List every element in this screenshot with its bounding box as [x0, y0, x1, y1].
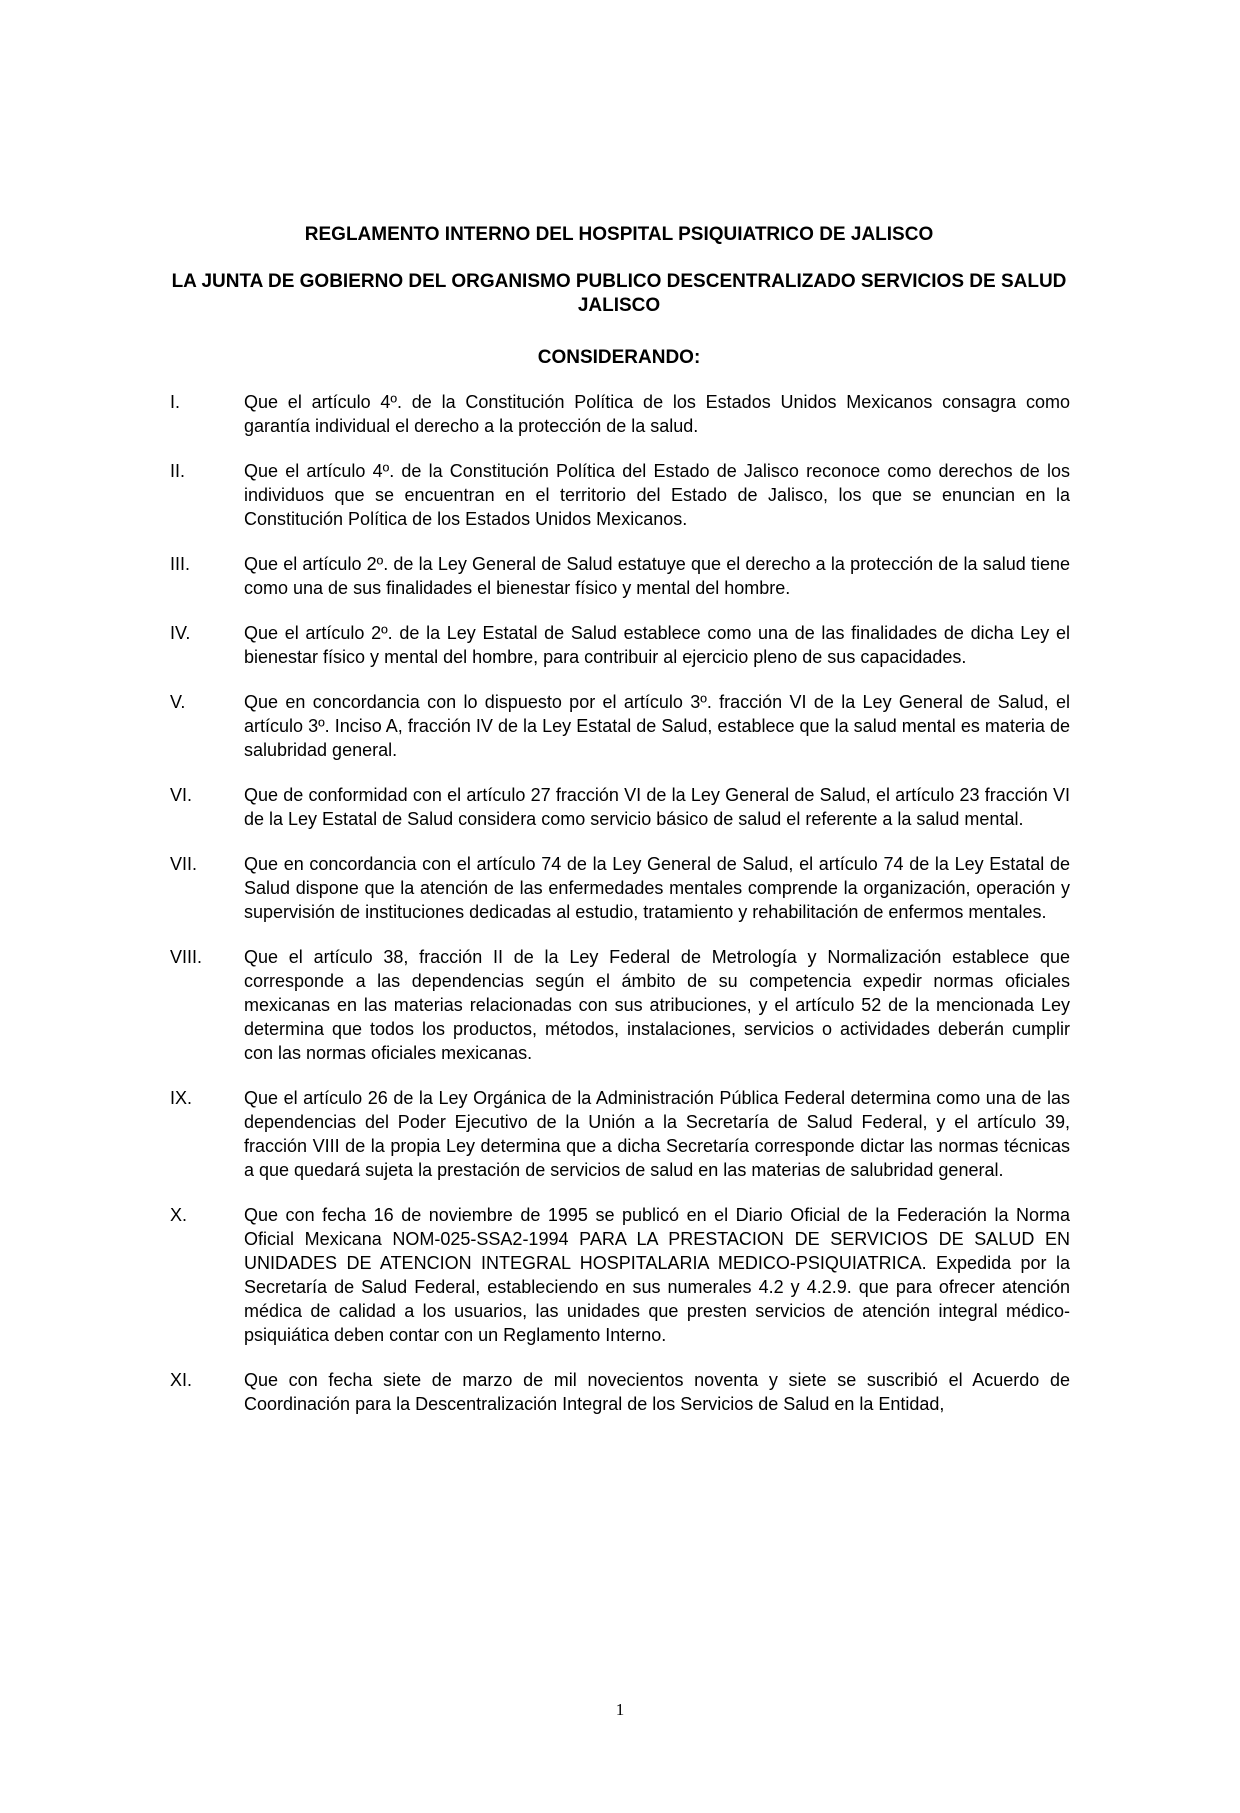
- document-title: REGLAMENTO INTERNO DEL HOSPITAL PSIQUIATRICO DE JALISCO: [304, 224, 934, 245]
- issuing-body: LA JUNTA DE GOBIERNO DEL ORGANISMO PUBLICO DESCENTRALIZADO SERVICIOS DE SALUD JALISCO: [171, 271, 1067, 316]
- clause-item: [170, 390, 1070, 438]
- clause-number: III.: [170, 554, 191, 574]
- clause-number: VIII.: [170, 947, 203, 967]
- clause-number: X.: [170, 1205, 188, 1225]
- clause-text: Que con fecha 16 de noviembre de 1995 se publicó en el Diario Oficial de la Federación la Norma Oficial Mexicana NOM-025-SSA2-1994 PARA LA PRESTACION DE SERVICIOS DE SALUD EN UNIDADES DE ATENCION INTEGRAL HOSPITALARIA MEDICO-PSIQUIATRICA. Expedida por la Secretaría de Salud Federal, estableciendo en sus numerales 4.2 y 4.2.9. que para ofrecer atención médica de calidad a los usuarios, las unidades que presten servicios de atención integral médico-psiquiática deben contar con un Reglamento Interno.: [244, 1205, 1070, 1345]
- clause-number: II.: [170, 461, 186, 481]
- clause-item: [170, 690, 1070, 762]
- clause-number: XI.: [170, 1370, 193, 1390]
- clause-item: [170, 1086, 1070, 1182]
- clause-item: [170, 552, 1070, 600]
- clause-item: [170, 945, 1070, 1065]
- clause-text: Que de conformidad con el artículo 27 fracción VI de la Ley General de Salud, el artículo 23 fracción VI de la Ley Estatal de Salud considera como servicio básico de salud el referente a la salud mental.: [244, 785, 1070, 829]
- clause-text: Que con fecha siete de marzo de mil novecientos noventa y siete se suscribió el Acuerdo de Coordinación para la Descentralización Integral de los Servicios de Salud en la Entidad,: [244, 1370, 1070, 1414]
- clause-item: [170, 459, 1070, 531]
- clause-text: Que el artículo 2º. de la Ley Estatal de Salud establece como una de las finalidades de dicha Ley el bienestar físico y mental del hombre, para contribuir al ejercicio pleno de sus capacidades.: [244, 623, 1070, 667]
- clause-number: VI.: [170, 785, 193, 805]
- clause-number: I.: [170, 392, 181, 412]
- clause-text: Que el artículo 4º. de la Constitución Política del Estado de Jalisco reconoce como derechos de los individuos que se encuentran en el territorio del Estado de Jalisco, los que se enuncian en la Constitución Política de los Estados Unidos Mexicanos.: [244, 461, 1070, 529]
- clause-item: [170, 621, 1070, 669]
- clause-item: [170, 852, 1070, 924]
- clause-text: Que el artículo 2º. de la Ley General de Salud estatuye que el derecho a la protección de la salud tiene como una de sus finalidades el bienestar físico y mental del hombre.: [244, 554, 1070, 598]
- clause-list: [170, 390, 1070, 1437]
- clause-item: [170, 783, 1070, 831]
- clause-number: VII.: [170, 854, 198, 874]
- clause-text: Que el artículo 38, fracción II de la Ley Federal de Metrología y Normalización establece que corresponde a las dependencias según el ámbito de su competencia expedir normas oficiales mexicanas en las materias relacionadas con sus atribuciones, y el artículo 52 de la mencionada Ley determina que todos los productos, métodos, instalaciones, servicios o actividades deberán cumplir con las normas oficiales mexicanas.: [244, 947, 1070, 1063]
- clause-text: Que el artículo 4º. de la Constitución Política de los Estados Unidos Mexicanos consagra como garantía individual el derecho a la protección de la salud.: [244, 392, 1070, 436]
- clause-item: [170, 1203, 1070, 1347]
- clause-text: Que en concordancia con lo dispuesto por el artículo 3º. fracción VI de la Ley General de Salud, el artículo 3º. Inciso A, fracción IV de la Ley Estatal de Salud, establece que la salud mental es materia de salubridad general.: [244, 692, 1070, 760]
- section-heading: CONSIDERANDO:: [537, 347, 701, 368]
- clause-number: V.: [170, 692, 186, 712]
- clause-text: Que en concordancia con el artículo 74 de la Ley General de Salud, el artículo 74 de la Ley Estatal de Salud dispone que la atención de las enfermedades mentales comprende la organización, operación y supervisión de instituciones dedicadas al estudio, tratamiento y rehabilitación de enfermos mentales.: [244, 854, 1070, 922]
- page-number: 1: [615, 1700, 625, 1719]
- clause-number: IV.: [170, 623, 191, 643]
- clause-text: Que el artículo 26 de la Ley Orgánica de la Administración Pública Federal determina como una de las dependencias del Poder Ejecutivo de la Unión a la Secretaría de Salud Federal, y el artículo 39, fracción VIII de la propia Ley determina que a dicha Secretaría corresponde dictar las normas técnicas a que quedará sujeta la prestación de servicios de salud en las materias de salubridad general.: [244, 1088, 1070, 1180]
- clause-item: [170, 1368, 1070, 1416]
- clause-number: IX.: [170, 1088, 193, 1108]
